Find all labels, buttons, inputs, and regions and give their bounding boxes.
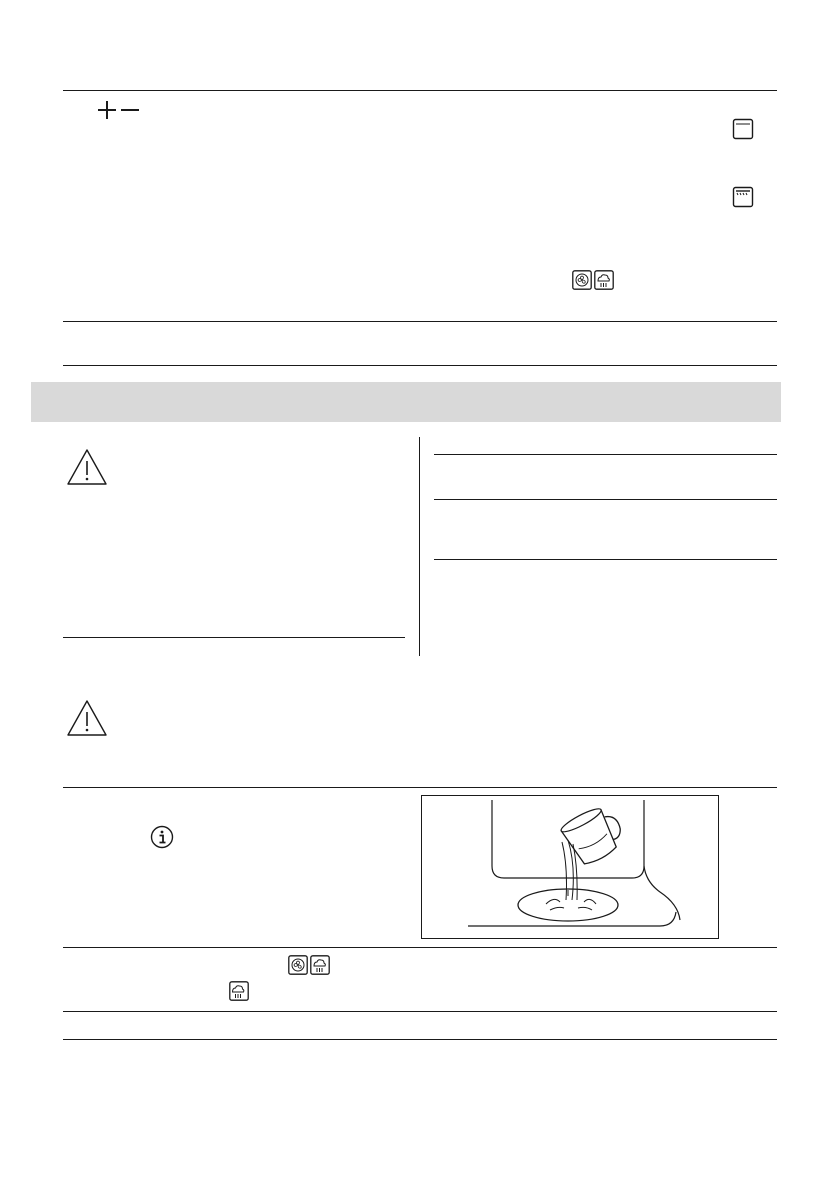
fan-steam-icon-pair [288,955,330,975]
rule [434,559,777,560]
rule [63,1011,777,1012]
warning-triangle-icon [66,699,108,737]
rule [63,1039,777,1040]
oven-grill-icon [732,186,754,208]
rule [63,947,777,948]
water-pouring-into-oven-cavity-illustration [421,795,719,939]
rule [434,454,777,455]
rule [63,787,777,788]
info-icon [150,825,174,849]
plus-minus-icon [96,100,142,120]
section-heading-band [31,382,781,422]
steam-icon [229,981,249,1001]
oven-top-light-icon [732,118,754,140]
rule [434,499,777,500]
rule [63,321,777,322]
warning-triangle-icon [66,448,108,486]
fan-steam-icon-pair [572,270,614,290]
rule [63,365,777,366]
top-rule [63,90,777,91]
rule [63,637,405,638]
column-divider [419,437,420,656]
